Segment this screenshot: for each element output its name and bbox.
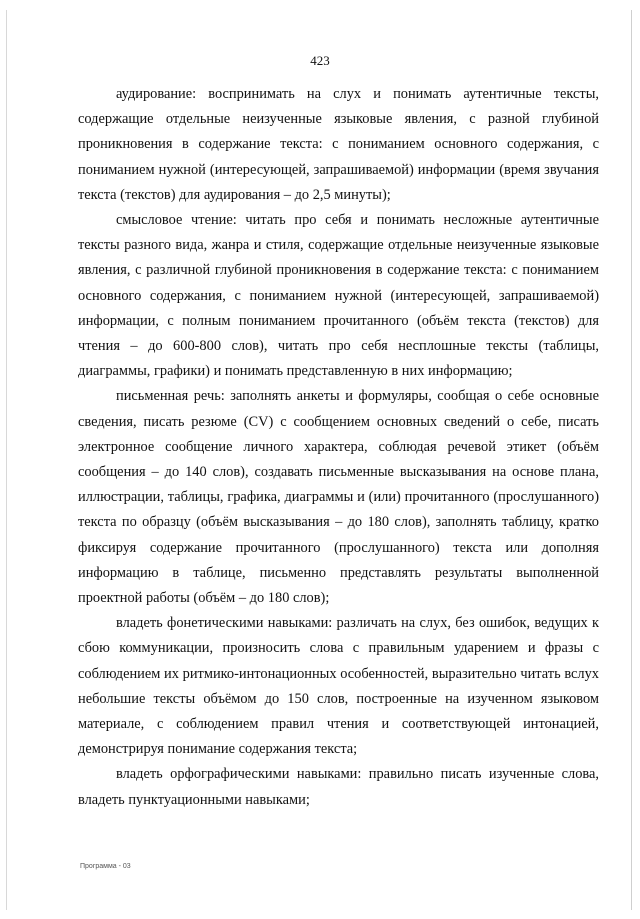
paragraph-writing: письменная речь: заполнять анкеты и формуляры, сообщая о себе основные сведения, писать резюме (CV) с сообщением основных сведений о себе, писать электронное сообщение личного характера, соблюдая речевой этикет (объём сообщения – до 140 слов), создавать письменные высказывания на основе плана, иллюстрации, таблицы, графика, диаграммы и (или) прочитанного (прослушанного) текста по образцу (объём высказывания – до 180 слов), заполнять таблицу, кратко фиксируя содержание прочитанного (прослушанного) текста или дополняя информацию в таблице, письменно представлять результаты выполненной проектной работы (объём – до 180 слов); <box>78 388 599 607</box>
paragraph-listening: аудирование: воспринимать на слух и понимать аутентичные тексты, содержащие отдельные неизученные языковые явления, с разной глубиной проникновения в содержание текста: с пониманием основного содержания, с пониманием нужной (интересующей, запрашиваемой) информации (время звучания текста (текстов) для аудирования – до 2,5 минуты); <box>78 86 599 203</box>
footer-note: Программа - 03 <box>80 863 131 870</box>
page-number: 423 <box>310 53 330 68</box>
paragraph-orthography: владеть орфографическими навыками: правильно писать изученные слова, владеть пунктуационными навыками; <box>78 766 599 808</box>
body-text <box>78 82 599 813</box>
paragraph-reading: смысловое чтение: читать про себя и понимать несложные аутентичные тексты разного вида, жанра и стиля, содержащие отдельные неизученные языковые явления, с различной глубиной проникновения в содержание текста: с пониманием основного содержания, с пониманием нужной (интересующей, запрашиваемой) информации, с полным пониманием прочитанного (объём текста (текстов) для чтения – до 600-800 слов), читать про себя несплошные тексты (таблицы, диаграммы, графики) и понимать представленную в них информацию; <box>78 212 599 380</box>
paragraph-phonetics: владеть фонетическими навыками: различать на слух, без ошибок, ведущих к сбою коммуникации, произносить слова с правильным ударением и фразы с соблюдением их ритмико-интонационных особенностей, выразительно читать вслух небольшие тексты объёмом до 150 слов, построенные на изученном языковом материале, с соблюдением правил чтения и соответствующей интонацией, демонстрируя понимание содержания текста; <box>78 615 599 758</box>
